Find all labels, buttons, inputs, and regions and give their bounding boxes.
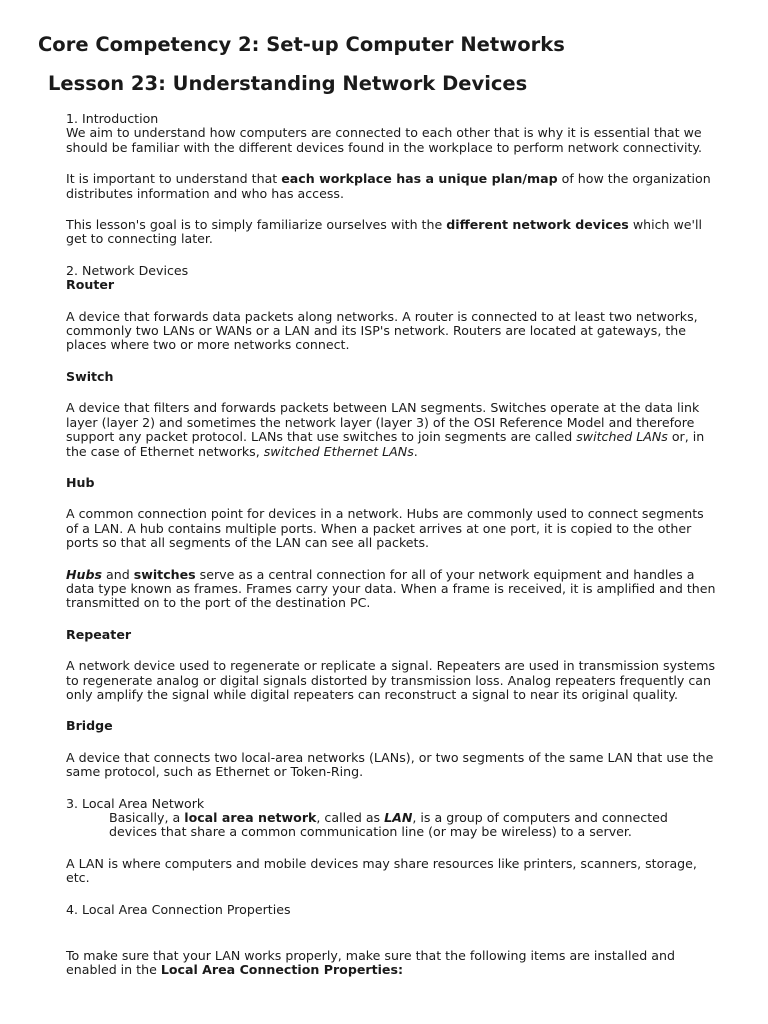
lesson-title: Lesson 23: Understanding Network Devices (48, 72, 528, 95)
repeater-description: A network device used to regenerate or replicate a signal. Repeaters are used in transmission systems to regenerate analog or digital signals distorted by transmission loss. Analog repeaters frequently can only amplify the signal while digital repeaters can reconstruct a signal to near its original quality. (66, 658, 716, 702)
intro-paragraph-1: We aim to understand how computers are connected to each other that is why it is essential that we should be familiar with the different devices found in the workplace to perform network connectivity. (66, 125, 703, 155)
hub-heading: Hub (66, 474, 95, 490)
switch-description: A device that filters and forwards packets between LAN segments. Switches operate at the data link layer (layer 2) and sometimes the network layer (layer 3) of the OSI Reference Model and therefore support any packet protocol. LANs that use switches to join segments are called switched LANs or, in the case of Ethernet networks, switched Ethernet LANs. (66, 400, 705, 459)
hub-switch-note: Hubs and switches serve as a central connection for all of your network equipment and handles a data type known as frames. Frames carry your data. When a frame is received, it is amplified and then transmitted on to the port of the destination PC. (66, 566, 716, 611)
hub-description: A common connection point for devices in a network. Hubs are commonly used to connect segments of a LAN. A hub contains multiple ports. When a packet arrives at one port, it is copied to the other ports so that all segments of the LAN can see all packets. (66, 506, 704, 551)
intro-header: 1. Introduction (66, 111, 159, 126)
bridge-heading: Bridge (66, 718, 113, 734)
document-body (66, 112, 716, 978)
switch-heading: Switch (66, 368, 114, 384)
intro-paragraph-2: It is important to understand that each workplace has a unique plan/map of how the organization distributes information and who has access. (66, 171, 711, 201)
props-header: 4. Local Area Connection Properties (66, 901, 291, 917)
router-description: A device that forwards data packets along networks. A router is connected to at least two networks, commonly two LANs or WANs or a LAN and its ISP's network. Routers are located at gateways, the places where two or more networks connect. (66, 308, 698, 353)
bridge-description: A device that connects two local-area networks (LANs), or two segments of the same LAN that use the same protocol, such as Ethernet or Token-Ring. (66, 749, 714, 780)
lan-paragraph-1: Basically, a local area network, called as LAN, is a group of computers and connected devices that share a common communication line (or may be wireless) to a server. (109, 810, 668, 840)
devices-header: 2. Network Devices (66, 262, 189, 278)
lan-header: 3. Local Area Network (66, 795, 205, 811)
props-paragraph-1: To make sure that your LAN works properly, make sure that the following items are installed and enabled in the Local Area Connection Properties: (66, 948, 675, 978)
repeater-heading: Repeater (66, 626, 132, 642)
router-heading: Router (66, 277, 115, 293)
emphasis-network-devices: different network devices (446, 217, 629, 233)
document-title: Core Competency 2: Set-up Computer Networks (38, 33, 565, 56)
intro-paragraph-3: This lesson's goal is to simply familiarize ourselves with the different network devices which we'll get to connecting later. (66, 217, 703, 247)
emphasis-unique-plan: each workplace has a unique plan/map (281, 171, 558, 187)
lan-paragraph-2: A LAN is where computers and mobile devices may share resources like printers, scanners, storage, etc. (66, 855, 697, 886)
